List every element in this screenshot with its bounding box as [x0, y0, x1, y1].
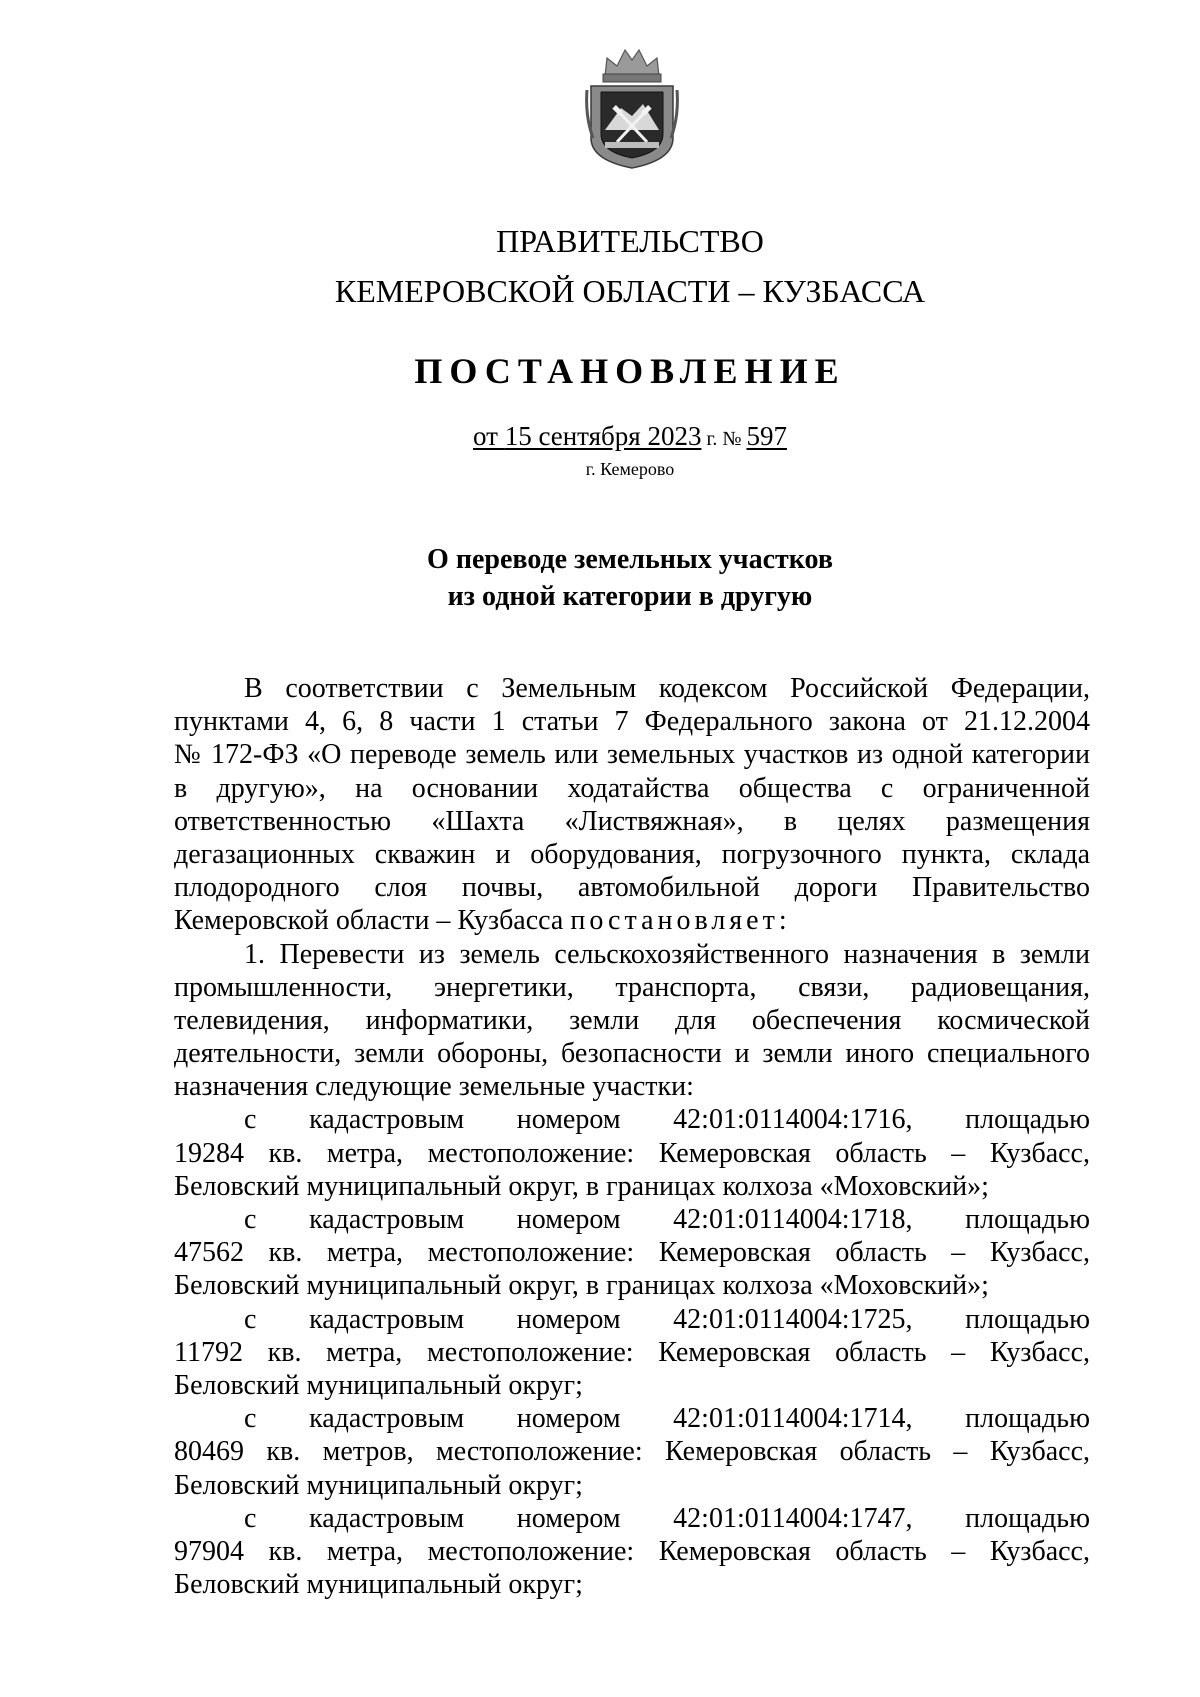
government-name-line2: КЕМЕРОВСКОЙ ОБЛАСТИ – КУЗБАССА: [334, 273, 926, 309]
document-date: 15 сентября 2023: [504, 421, 702, 451]
government-name-line1: ПРАВИТЕЛЬСТВО: [496, 223, 764, 259]
resolves-colon: :: [778, 905, 787, 937]
preamble-line: ответственностью «Шахта «Листвяжная», в целях размещения: [174, 805, 1090, 837]
parcel-line2: 97904 кв. метра, местоположение: Кемеровская область – Кузбасс,: [174, 1535, 1090, 1567]
parcel-line1: с кадастровым номером 42:01:0114004:1725, площадью: [244, 1303, 1090, 1335]
item1-last-line: назначения следующие земельные участки:: [174, 1071, 694, 1103]
parcel-line3: Беловский муниципальный округ;: [174, 1569, 583, 1601]
preamble-last-text: Кемеровской области – Кузбасса: [174, 905, 571, 937]
preamble-line: плодородного слоя почвы, автомобильной дороги Правительство: [174, 872, 1090, 904]
item1-line: деятельности, земли обороны, безопасности и земли иного специального: [174, 1038, 1090, 1070]
preamble-line: пунктами 4, 6, 8 части 1 статьи 7 Федерального закона от 21.12.2004: [174, 706, 1090, 738]
parcel-line1: с кадастровым номером 42:01:0114004:1716, площадью: [244, 1104, 1090, 1136]
issue-city: г. Кемерово: [585, 459, 675, 479]
item1-line: 1. Перевести из земель сельскохозяйственного назначения в земли: [244, 938, 1090, 970]
item1-line: телевидения, информатики, земли для обеспечения космической: [174, 1004, 1090, 1036]
preamble-line: В соответствии с Земельным кодексом Российской Федерации,: [244, 673, 1090, 704]
subject-line1: О переводе земельных участков: [427, 544, 833, 575]
parcel-line2: 47562 кв. метра, местоположение: Кемеровская область – Кузбасс,: [174, 1237, 1090, 1269]
coat-of-arms-emblem: [583, 46, 681, 170]
parcel-line2: 19284 кв. метра, местоположение: Кемеровская область – Кузбасс,: [174, 1137, 1090, 1169]
document-body: [174, 672, 1090, 1601]
parcel-line1: с кадастровым номером 42:01:0114004:1718, площадью: [244, 1204, 1090, 1235]
resolves-word: постановляет: [570, 905, 779, 937]
item1-line: промышленности, энергетики, транспорта, связи, радиовещания,: [174, 971, 1090, 1003]
subject-line2: из одной категории в другую: [447, 581, 813, 612]
preamble-line: в другую», на основании ходатайства общества с ограниченной: [174, 772, 1090, 804]
number-sign: №: [717, 428, 747, 450]
preamble-line: дегазационных скважин и оборудования, погрузочного пункта, склада: [174, 838, 1090, 870]
date-number-line: [0, 418, 1200, 457]
preamble-line: № 172-ФЗ «О переводе земель или земельных участков из одной категории: [174, 739, 1090, 771]
date-prefix: от: [472, 421, 505, 451]
document-number: 597: [746, 421, 787, 451]
parcel-line1: с кадастровым номером 42:01:0114004:1747, площадью: [244, 1502, 1090, 1534]
parcel-line2: 80469 кв. метров, местоположение: Кемеровская область – Кузбасс,: [174, 1436, 1090, 1468]
parcel-line3: Беловский муниципальный округ, в границах колхоза «Моховский»;: [174, 1170, 989, 1202]
parcel-line1: с кадастровым номером 42:01:0114004:1714, площадью: [244, 1403, 1090, 1435]
parcel-line3: Беловский муниципальный округ, в границах колхоза «Моховский»;: [174, 1270, 989, 1302]
parcel-line3: Беловский муниципальный округ;: [174, 1469, 583, 1501]
year-suffix: г.: [701, 428, 718, 450]
parcel-line3: Беловский муниципальный округ;: [174, 1369, 583, 1401]
parcel-line2: 11792 кв. метра, местоположение: Кемеровская область – Кузбасс,: [174, 1336, 1090, 1368]
preamble-last-line: [174, 904, 1090, 937]
document-type-title: ПОСТАНОВЛЕНИЕ: [414, 351, 846, 391]
